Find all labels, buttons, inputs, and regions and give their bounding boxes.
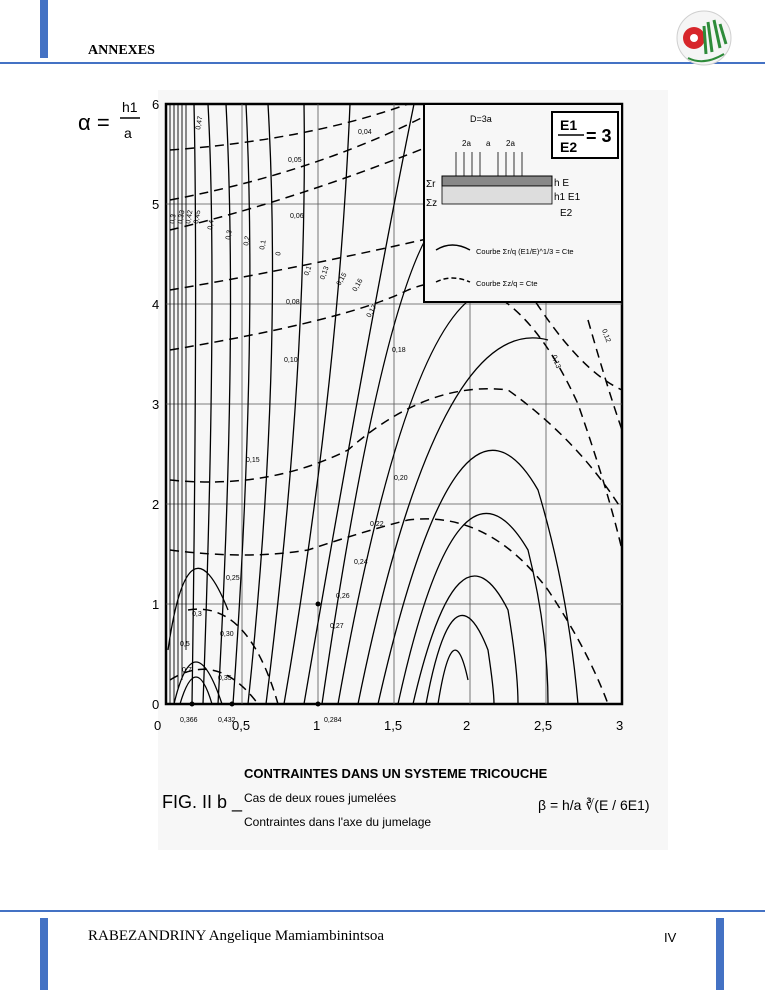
inset-layer-0: h E [554, 178, 570, 189]
curve-label-013d: 0,13 [550, 354, 562, 370]
curve-label-018: 0,18 [392, 347, 406, 354]
x-tick-5: 2,5 [534, 718, 553, 733]
curve-label-03b: 0,3 [225, 229, 234, 241]
curve-label-042: 0,42 [185, 209, 195, 225]
curve-label-027: 0,27 [330, 623, 344, 630]
figure-subtitle-2: Contraintes dans l'axe du jumelage [244, 815, 432, 829]
ratio-denominator: E2 [560, 139, 578, 155]
curve-label-016: 0,16 [351, 277, 365, 293]
alpha-label: α = [78, 110, 110, 135]
curve-label-020: 0,20 [394, 475, 408, 482]
x-tick-3: 1,5 [384, 718, 403, 733]
curve-label-026: 0,26 [336, 593, 350, 600]
curve-label-024: 0,24 [354, 559, 368, 566]
curve-label-03a: 0,3 [169, 213, 178, 225]
curve-label-008: 0,08 [286, 299, 300, 306]
footer-author: RABEZANDRINY Angelique Mamiambinintsoa [88, 928, 385, 944]
footer-left-bar [40, 918, 48, 990]
header-rule [0, 62, 765, 64]
curve-label-01b: 0,1 [303, 265, 314, 277]
inset-sigma-z: Σz [426, 198, 438, 209]
curve-label-010: 0,10 [284, 357, 298, 364]
x-small-tick-0: 0,366 [180, 717, 198, 724]
curve-label-004: 0,04 [358, 129, 372, 136]
y-tick-4: 4 [152, 297, 160, 312]
x-tick-0: 0 [154, 718, 162, 733]
x-small-tick-2: 0,284 [324, 717, 342, 724]
curve-label-01a: 0,1 [259, 239, 268, 251]
curve-label-025: 0,25 [226, 575, 240, 582]
header-title: ANNEXES [88, 43, 155, 58]
figure-title: CONTRAINTES DANS UN SYSTEME TRICOUCHE [244, 766, 548, 781]
inset-dim-0: 2a [462, 139, 471, 148]
figure-subtitle-1: Cas de deux roues jumelées [244, 791, 397, 805]
curve-label-017: 0,17 [365, 303, 379, 319]
y-tick-6: 6 [152, 97, 160, 112]
inset-layer-2: E2 [560, 208, 573, 219]
curve-label-045: 0,45 [193, 209, 203, 225]
x-tick-6: 3 [616, 718, 624, 733]
inset-sigma-r: Σr [426, 179, 436, 190]
inset-dim-2: 2a [506, 139, 515, 148]
curve-label-035: 0,35 [218, 675, 232, 682]
footer-right-bar [716, 918, 724, 990]
y-tick-0: 0 [152, 697, 160, 712]
legend-solid-text: Courbe Σr/q (E1/E)^1/3 = Cte [476, 247, 574, 256]
x-tick-2: 1 [313, 718, 321, 733]
curve-label-033: 0,33 [177, 209, 187, 225]
header-left-bar [40, 0, 48, 58]
y-tick-5: 5 [152, 197, 160, 212]
inset-spacing: D=3a [470, 114, 492, 124]
curve-label-0: 0 [275, 251, 283, 257]
curve-label-07: 0,7 [182, 667, 192, 674]
curve-label-05: 0,5 [180, 641, 190, 648]
inset-legend [424, 104, 622, 302]
beta-formula: β = h/a ∛(E / 6E1) [538, 797, 650, 813]
alpha-denominator: a [124, 125, 132, 141]
figure-label: FIG. II b _ [162, 792, 243, 812]
footer-rule [0, 910, 765, 912]
curve-label-04: 0,4 [207, 219, 216, 231]
curve-label-005: 0,05 [288, 157, 302, 164]
curve-label-013: 0,13 [319, 265, 331, 281]
y-tick-3: 3 [152, 397, 160, 412]
ratio-value: = 3 [586, 126, 612, 146]
x-small-tick-1: 0,432 [218, 717, 236, 724]
x-tick-4: 2 [463, 718, 471, 733]
curve-label-02: 0,2 [243, 235, 252, 247]
x-tick-1: 0,5 [232, 718, 251, 733]
institution-logo [668, 8, 740, 68]
curve-label-022: 0,22 [370, 521, 384, 528]
page-number: IV [664, 930, 677, 945]
inset-dim-1: a [486, 139, 491, 148]
curve-label-006: 0,06 [290, 213, 304, 220]
curve-label-015d: 0,15 [246, 457, 260, 464]
legend-dashed-text: Courbe Σz/q = Cte [476, 279, 538, 288]
curve-label-030: 0,30 [220, 631, 234, 638]
curve-label-03c: 0,3 [192, 611, 202, 618]
y-tick-1: 1 [152, 597, 160, 612]
inset-layer-1: h1 E1 [554, 192, 581, 203]
curve-label-047: 0,47 [195, 115, 205, 131]
stress-chart-figure [78, 90, 668, 850]
curve-label-012d: 0,12 [600, 328, 612, 344]
alpha-numerator: h1 [122, 99, 138, 115]
y-tick-2: 2 [152, 497, 160, 512]
curve-label-015: 0,15 [335, 271, 349, 287]
ratio-numerator: E1 [560, 117, 578, 133]
